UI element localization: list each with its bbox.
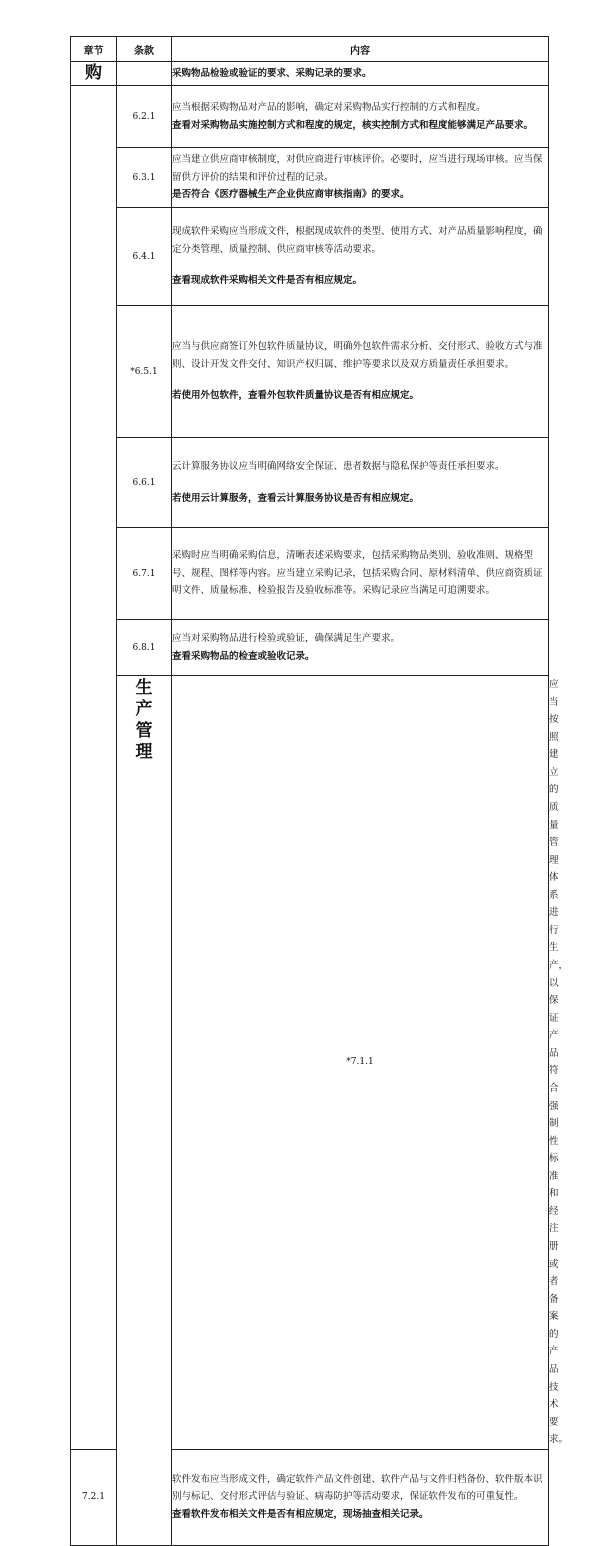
table-row xyxy=(71,148,549,208)
chapter-cell-empty xyxy=(71,86,117,1450)
content-bold: 采购物品检验或验证的要求、采购记录的要求。 xyxy=(172,67,372,79)
clause-cell: 6.7.1 xyxy=(117,528,172,620)
table-row xyxy=(71,438,549,528)
clause-cell: *7.1.1 xyxy=(172,676,549,1450)
content-cell xyxy=(172,208,549,306)
content-bold: 若使用云计算服务，查看云计算服务协议是否有相应规定。 xyxy=(172,492,420,504)
clause-cell xyxy=(117,62,172,86)
content-text: 软件发布应当形成文件，确定软件产品文件创建、软件产品与文件归档备份、软件版本识别与标记、交付形式评估与验证、病毒防护等活动要求，保证软件发布的可重复性。 xyxy=(172,1473,543,1503)
content-text: 应当建立供应商审核制度，对供应商进行审核评价。必要时，应当进行现场审核。应当保留供方评价的结果和评价过程的记录。 xyxy=(172,154,543,183)
content-cell xyxy=(172,1449,549,1545)
clause-cell: 7.2.1 xyxy=(71,1449,117,1545)
content-cell xyxy=(172,306,549,438)
content-text: 现成软件采购应当形成文件，根据现成软件的类型、使用方式、对产品质量影响程度，确定分类管理、质量控制、供应商审核等活动要求。 xyxy=(172,226,543,255)
content-bold: 查看现成软件采购相关文件是否有相应规定。 xyxy=(172,275,363,287)
content-bold: 是否符合《医疗器械生产企业供应商审核指南》的要求。 xyxy=(172,189,410,201)
clause-cell: 6.8.1 xyxy=(117,620,172,676)
content-text: 云计算服务协议应当明确网络安全保证、患者数据与隐私保护等责任承担要求。 xyxy=(172,460,505,472)
content-cell xyxy=(172,62,549,86)
table-row xyxy=(71,62,549,86)
clause-cell: 6.3.1 xyxy=(117,148,172,208)
chapter-label-production: 生产管理 xyxy=(135,678,153,762)
content-cell xyxy=(172,620,549,676)
content-bold: 查看采购物品的检查或验收记录。 xyxy=(172,650,315,662)
table-row xyxy=(71,528,549,620)
clause-cell: 6.4.1 xyxy=(117,208,172,306)
clause-cell: 6.6.1 xyxy=(117,438,172,528)
content-text: 应当根据采购物品对产品的影响，确定对采购物品实行控制的方式和程度。 xyxy=(172,101,486,113)
content-bold: 查看软件发布相关文件是否有相应规定，现场抽查相关记录。 xyxy=(172,1509,429,1521)
table-row xyxy=(71,306,549,438)
clause-cell: 6.2.1 xyxy=(117,86,172,148)
header-content: 内容 xyxy=(172,37,549,62)
table-header-row xyxy=(71,37,549,62)
content-bold: 查看对采购物品实施控制方式和程度的规定，核实控制方式和程度能够满足产品要求。 xyxy=(172,119,534,131)
chapter-cell-production xyxy=(117,676,172,1546)
header-chapter: 章节 xyxy=(71,37,117,62)
table-row xyxy=(71,208,549,306)
content-cell xyxy=(172,86,549,148)
chapter-cell-purchase: 购 xyxy=(71,62,117,86)
content-bold: 若使用外包软件，查看外包软件质量协议是否有相应规定。 xyxy=(172,390,420,402)
table-row: 生产管理 *7.1.1 应当按照建立的质量管理体系进行生产，以保证产品符合强制性标准和经注册或者备案的产品技术要求。 xyxy=(71,676,549,1450)
content-text: 采购时应当明确采购信息，清晰表述采购要求，包括采购物品类别、验收准则、规格型号、规程、图样等内容。应当建立采购记录，包括采购合同、原材料清单、供应商资质证明文件、质量标准、检验报告及验收标准等。采购记录应当满足可追溯要求。 xyxy=(172,550,543,597)
content-text: 应当与供应商签订外包软件质量协议，明确外包软件需求分析、交付形式、验收方式与准则、设计开发文件交付、知识产权归属、维护等要求以及双方质量责任承担要求。 xyxy=(172,341,543,370)
content-cell xyxy=(172,528,549,620)
table-row xyxy=(71,86,549,148)
table-row xyxy=(71,620,549,676)
requirements-table xyxy=(70,36,569,1546)
clause-cell: *6.5.1 xyxy=(117,306,172,438)
content-text: 应当对采购物品进行检验或验证，确保满足生产要求。 xyxy=(172,632,401,644)
header-clause: 条款 xyxy=(117,37,172,62)
content-cell xyxy=(172,438,549,528)
content-cell xyxy=(172,148,549,208)
